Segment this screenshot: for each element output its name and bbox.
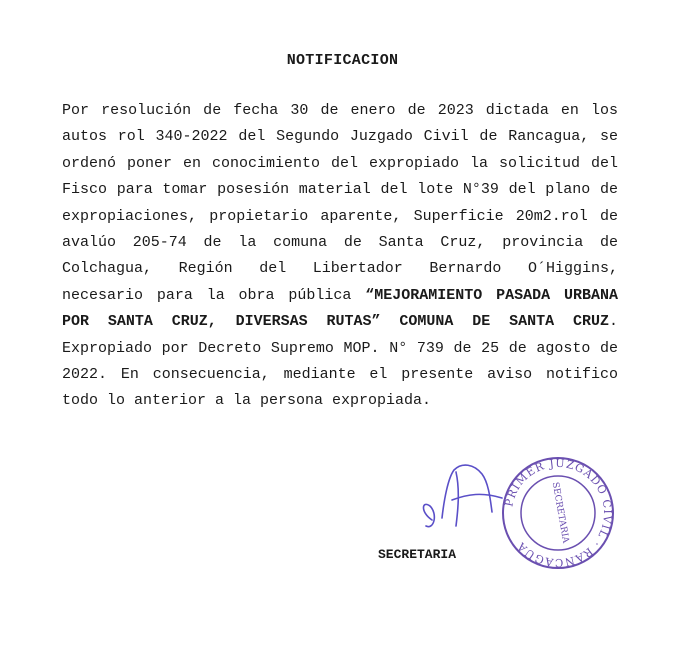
signer-label: SECRETARIA (378, 547, 457, 562)
paragraph-bold-project-name: “MEJORAMIENTO PASADA URBANA POR SANTA CRUZ, DIVERSAS RUTAS” COMUNA DE SANTA CRUZ (62, 286, 618, 331)
paragraph-text-part1: Por resolución de fecha 30 de enero de 2023 dictada en los autos rol 340-2022 del Segundo Juzgado Civil de Rancagua, se ordenó poner en conocimiento del expropiado la solicitud del Fisco para tomar posesión material del lote N°39 del plano de expropiaciones, propietario aparente, Superficie 20m2.rol de avalúo 205-74 de la comuna de Santa Cruz, provincia de Colchagua, Región del Libertador Bernardo O´Higgins, necesario para la obra pública (62, 102, 618, 304)
document-title: NOTIFICACION (286, 52, 399, 69)
stamp-outer-text: PRIMER JUZGADO CIVIL · RANCAGUA (502, 456, 615, 570)
stamp-inner-text: SECRETARIA (549, 481, 571, 544)
notification-paragraph (62, 98, 618, 415)
court-seal-stamp (500, 455, 616, 571)
paragraph-text-part2: . Expropiado por Decreto Supremo MOP. N° 739 de 25 de agosto de 2022. En consecuencia, mediante el presente aviso notifico todo lo anterior a la persona expropiada. (62, 313, 618, 410)
